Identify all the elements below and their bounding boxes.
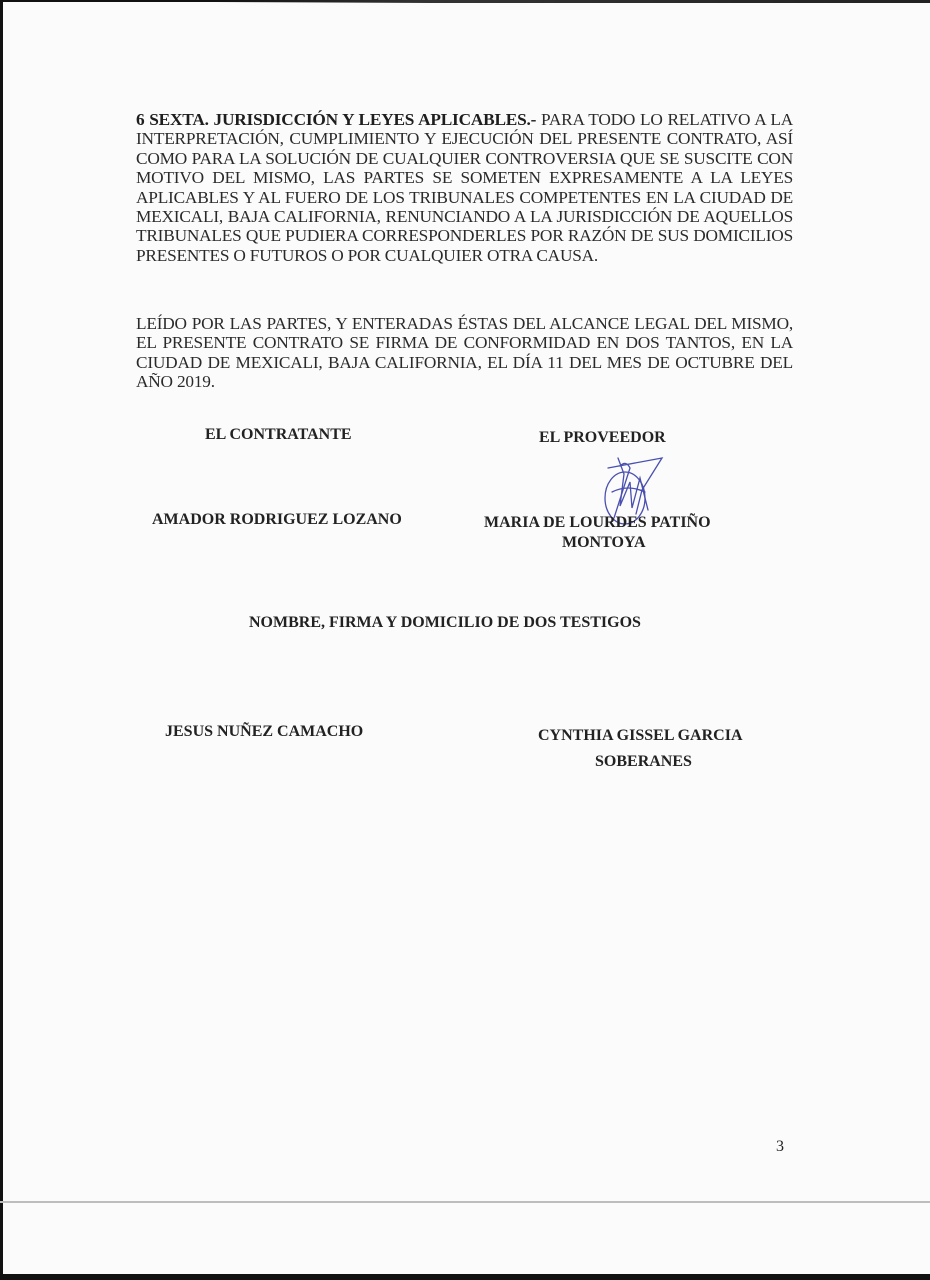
closing-paragraph: LEÍDO POR LAS PARTES, Y ENTERADAS ÉSTAS DEL ALCANCE LEGAL DEL MISMO, EL PRESENTE CONTRATO SE FIRMA DE CONFORMIDAD EN DOS TANTOS, EN LA CIUDAD DE MEXICALI, BAJA CALIFORNIA, EL DÍA 11 DEL MES DE OCTUBRE DEL AÑO 2019. — [136, 314, 793, 392]
clause-heading: 6 SEXTA. JURISDICCIÓN Y LEYES APLICABLES.- — [136, 110, 537, 129]
page-number: 3 — [776, 1138, 784, 1155]
witnesses-heading: NOMBRE, FIRMA Y DOMICILIO DE DOS TESTIGOS — [249, 614, 641, 631]
clause-body: PARA TODO LO RELATIVO A LA INTERPRETACIÓN, CUMPLIMIENTO Y EJECUCIÓN DEL PRESENTE CONTRATO, ASÍ COMO PARA LA SOLUCIÓN DE CUALQUIER CONTROVERSIA QUE SE SUSCITE CON MOTIVO DEL MISMO, LAS PARTES SE SOMETEN EXPRESAMENTE A LA LEYES APLICABLES Y AL FUERO DE LOS TRIBUNALES COMPETENTES EN LA CIUDAD DE MEXICALI, BAJA CALIFORNIA, RENUNCIANDO A LA JURISDICCIÓN DE AQUELLOS TRIBUNALES QUE PUDIERA CORRESPONDERLES POR RAZÓN DE SUS DOMICILIOS PRESENTES O FUTUROS O POR CUALQUIER OTRA CAUSA. — [136, 110, 793, 265]
witness-2-name-line2: SOBERANES — [595, 753, 692, 770]
contratante-name: AMADOR RODRIGUEZ LOZANO — [152, 511, 402, 528]
proveedor-name-line2: MONTOYA — [562, 534, 646, 551]
clause-jurisdiccion — [136, 110, 793, 265]
proveedor-role: EL PROVEEDOR — [539, 429, 666, 446]
witness-1-name: JESUS NUÑEZ CAMACHO — [165, 723, 364, 740]
contratante-role: EL CONTRATANTE — [205, 426, 352, 443]
page-fold-line — [0, 1201, 930, 1203]
proveedor-name-line1: MARIA DE LOURDES PATIÑO — [484, 514, 711, 531]
scan-edge-shadow — [215, 0, 930, 3]
witness-2-name-line1: CYNTHIA GISSEL GARCIA — [538, 727, 743, 744]
